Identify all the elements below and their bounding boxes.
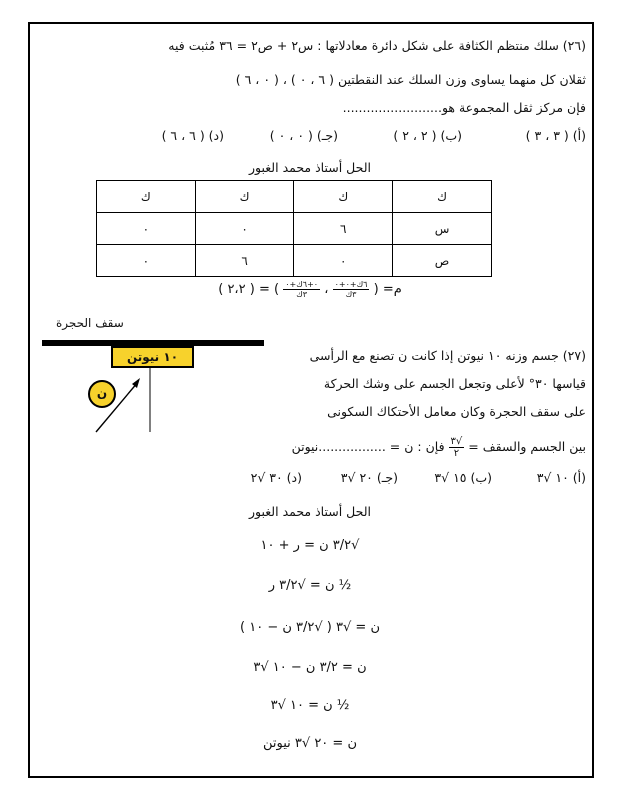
fraction-y: $\frac{\text{٠+٦ك+٠}}{\text{٣ك}}$ — [285, 280, 319, 299]
center-result: = ( ٢،٢ ) — [218, 282, 270, 297]
fraction-x: $\frac{\text{٦ك+٠+٠}}{\text{٣ك}}$ — [334, 280, 368, 299]
q26-option-b[interactable]: (ب) ( ٢ ، ٢ ) — [393, 128, 462, 143]
q26-solution-header: الحل أستاذ محمد الغبور — [249, 160, 371, 175]
table-cell: ك — [195, 181, 294, 213]
force-arrowhead — [132, 378, 140, 388]
table-row — [97, 213, 492, 245]
q27-step-6: ن = ٢٠ √٣ نيوتن — [263, 736, 357, 751]
q26-option-d[interactable]: (د) ( ٦ ، ٦ ) — [161, 128, 224, 143]
table-cell: ص — [393, 245, 492, 277]
q26-option-a[interactable]: (أ) ( ٣ ، ٣ ) — [525, 128, 586, 143]
table-cell: ك — [97, 181, 196, 213]
q27-step-5: ½ ن = ١٠ √٣ — [270, 698, 350, 713]
q27-line4 — [292, 436, 586, 459]
q26-line3: فإن مركز ثقل المجموعة هو......................... — [342, 100, 586, 115]
table-cell: ٠ — [97, 213, 196, 245]
q26-line2: ثقلان كل منهما يساوى وزن السلك عند النقطتين ( ٦ ، ٠ ) ، ( ٠ ، ٦ ) — [235, 72, 586, 87]
table-cell: ٦ — [294, 213, 393, 245]
table-cell: ك — [393, 181, 492, 213]
ceiling-label: سقف الحجرة — [56, 316, 124, 330]
q26-option-c[interactable]: (جـ) ( ٠ ، ٠ ) — [269, 128, 338, 143]
m-prefix: م= — [382, 282, 402, 297]
table-row — [97, 181, 492, 213]
weight-block: ١٠ نيوتن — [111, 346, 194, 368]
q27-line4-suffix: فإن : ن = .................نيوتن — [291, 439, 445, 454]
table-cell: ٠ — [195, 213, 294, 245]
q27-option-c[interactable]: (جـ) ٢٠ √٣ — [340, 470, 398, 485]
friction-fraction: $\frac{√٣}{٢}$ — [450, 436, 463, 459]
q27-option-d[interactable]: (د) ٣٠ √٢ — [250, 470, 302, 485]
q27-line3: على سقف الحجرة وكان معامل الأحتكاك السكونى — [327, 404, 586, 419]
table-cell: ٦ — [195, 245, 294, 277]
q27-option-b[interactable]: (ب) ١٥ √٣ — [434, 470, 492, 485]
q26-center-formula: م= ( $\frac{\text{٦ك+٠+٠}}{\text{٣ك}}$ ، $\frac{\text{٠+٦ك+٠}}{\text{٣ك}}$ ) = ( ٢،٢ ) — [218, 280, 402, 299]
q27-step-2: ½ ن = √٣/٢ ر — [268, 578, 352, 593]
q27-step-4: ن = ٣/٢ ن − ١٠ √٣ — [253, 660, 367, 675]
q27-step-1: √٣/٢ ن = ر + ١٠ — [260, 538, 360, 553]
table-row — [97, 245, 492, 277]
table-cell: ٠ — [294, 245, 393, 277]
q26-solution-table — [96, 180, 492, 277]
q26-line1: (٢٦) سلك منتظم الكثافة على شكل دائرة معادلاتها : س٢ + ص٢ = ٣٦ مُثبت فيه — [168, 38, 586, 53]
q27-step-3: ن = √٣ ( √٣/٢ ن − ١٠ ) — [240, 620, 380, 635]
table-cell: ك — [294, 181, 393, 213]
table-cell: س — [393, 213, 492, 245]
q27-line1: (٢٧) جسم وزنه ١٠ نيوتن إذا كانت ن تصنع مع الرأسى — [309, 348, 586, 363]
q27-solution-header: الحل أستاذ محمد الغبور — [249, 504, 371, 519]
q27-option-a[interactable]: (أ) ١٠ √٣ — [536, 470, 586, 485]
table-cell: ٠ — [97, 245, 196, 277]
q27-line4-prefix: بين الجسم والسقف = — [468, 439, 586, 454]
force-label-circle: ن — [88, 380, 116, 408]
q27-line2: قياسها ٣٠° لأعلى وتجعل الجسم على وشك الحركة — [323, 376, 586, 391]
